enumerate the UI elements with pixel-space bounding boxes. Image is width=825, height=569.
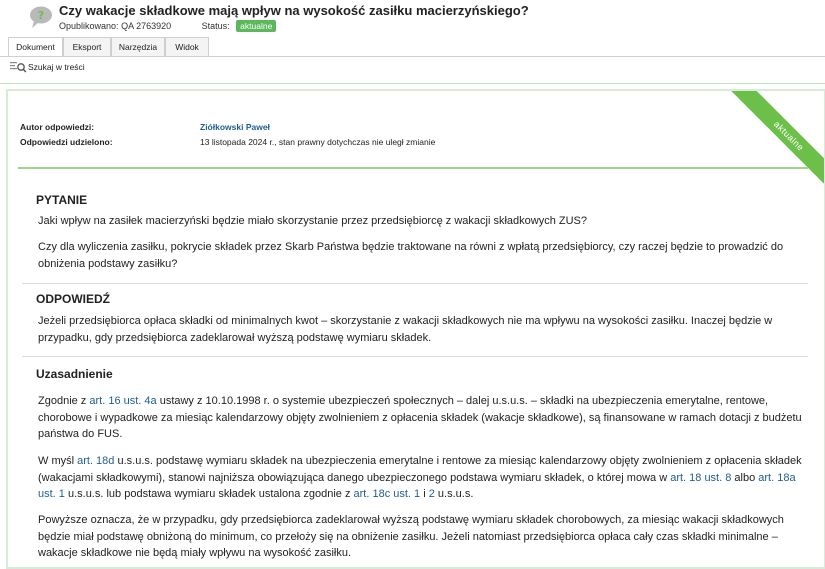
answer-heading: ODPOWIEDŹ xyxy=(36,292,110,306)
published-label: Opublikowano: xyxy=(59,21,119,31)
justification-paragraph-1 xyxy=(38,393,808,443)
document-header xyxy=(0,0,825,36)
law-link-art-18c[interactable]: art. 18c ust. 1 xyxy=(353,488,421,500)
publication-meta xyxy=(59,20,276,32)
section-divider xyxy=(22,283,808,284)
text-span: albo xyxy=(731,471,759,484)
law-link-art-18c-ust-2[interactable]: 2 xyxy=(428,488,435,500)
document-card xyxy=(6,89,825,569)
text-span: i xyxy=(420,488,429,500)
justification-paragraph-2 xyxy=(38,453,808,503)
published-id: QA 2763920 xyxy=(121,21,172,31)
tab-widok[interactable]: Widok xyxy=(165,37,209,56)
status-ribbon xyxy=(694,91,824,221)
info-divider xyxy=(18,167,808,169)
text-span: Zgodnie z xyxy=(38,395,90,407)
justification-paragraph-3: Powyższe oznacza, że w przypadku, gdy przedsiębiorca zadeklarował wyższą podstawę wymiaru składek chorobowych, za miesiąc wakacji składkowych będzie miał podstawę obniżoną do minimum, co przełoży się na obniżenie zasiłku. Jeżeli natomiast przedsiębiorca opłaca cały czas składki minimalne – wakacje składkowe nie będą miały wpływu na wysokość zasiłku. xyxy=(38,514,784,559)
justification-heading: Uzasadnienie xyxy=(36,367,113,381)
status-badge: aktualne xyxy=(236,20,276,32)
text-span: u.s.u.s. xyxy=(434,488,474,500)
law-link-art-18d[interactable]: art. 18d xyxy=(77,455,115,467)
law-link-art-18a[interactable]: art. 18a ust. 1 xyxy=(38,471,796,500)
status-ribbon-label: aktualne xyxy=(723,91,824,202)
search-in-text-icon xyxy=(9,60,27,74)
law-link-art-18-ust-8[interactable]: art. 18 ust. 8 xyxy=(670,471,732,484)
law-link-art-16[interactable]: art. 16 ust. 4a xyxy=(89,395,157,407)
text-span: ustawy z 10.10.1998 r. o systemie ubezpieczeń społecznych – dalej u.s.u.s. – składki na ubezpieczenia emerytalne, rentowe, chorobowe i wypadkowe za miesiąc kalendarzowy objęty zwolnieniem z opłacenia składek (wakacje składkowe), są finansowane w ramach dotacji z budżetu państwa do FUS. xyxy=(38,395,802,440)
date-label: Odpowiedzi udzielono: xyxy=(20,137,113,147)
text-span: u.s.u.s. lub podstawa wymiaru składek ustalona zgodnie z xyxy=(64,488,354,500)
tab-eksport[interactable]: Eksport xyxy=(63,37,111,56)
author-name-link[interactable]: Ziółkowski Paweł xyxy=(200,122,270,132)
question-heading: PYTANIE xyxy=(36,193,88,207)
section-divider xyxy=(22,356,808,357)
page-title: Czy wakacje składkowe mają wpływ na wysokość zasiłku macierzyńskiego? xyxy=(59,3,529,18)
answer-date: 13 listopada 2024 r., stan prawny dotychczas nie uległ zmianie xyxy=(200,137,436,147)
text-span: u.s.u.s. podstawę wymiaru składek na ubezpieczenia emerytalne i rentowe za miesiąc kalendarzowy objęty zwolnieniem z opłacenia składek (wakacjami składkowymi), stanowi najniższa obowiązująca danego ubezpieczonego podstawa wymiaru składek, o której mowa w xyxy=(38,455,802,484)
question-bubble-icon xyxy=(28,5,54,29)
question-paragraph-1: Jaki wpływ na zasiłek macierzyński będzie miało skorzystanie przez przedsiębiorcę z wakacji składkowych ZUS? xyxy=(38,215,587,227)
author-label: Autor odpowiedzi: xyxy=(20,122,95,132)
tab-narzedzia[interactable]: Narzędzia xyxy=(111,37,165,56)
question-paragraph-2: Czy dla wyliczenia zasiłku, pokrycie składek przez Skarb Państwa będzie traktowane na równi z wpłatą przedsiębiorcy, czy raczej będzie to prowadzić do obniżenia podstawy zasiłku? xyxy=(38,241,784,270)
status-label: Status: xyxy=(201,21,230,31)
text-span: W myśl xyxy=(38,455,78,467)
tab-divider xyxy=(0,56,825,57)
tab-dokument[interactable]: Dokument xyxy=(8,37,63,57)
answer-paragraph: Jeżeli przedsiębiorca opłaca składki od minimalnych kwot – skorzystanie z wakacji składkowych nie ma wpływu na wysokości zasiłku. Inaczej będzie w przypadku, gdy przedsiębiorca zadeklarował wyższą podstawę wymiaru składek. xyxy=(38,315,773,344)
toolbar-divider xyxy=(0,83,825,84)
svg-text:?: ? xyxy=(37,9,45,22)
search-in-content-label: Szukaj w treści xyxy=(28,62,85,72)
